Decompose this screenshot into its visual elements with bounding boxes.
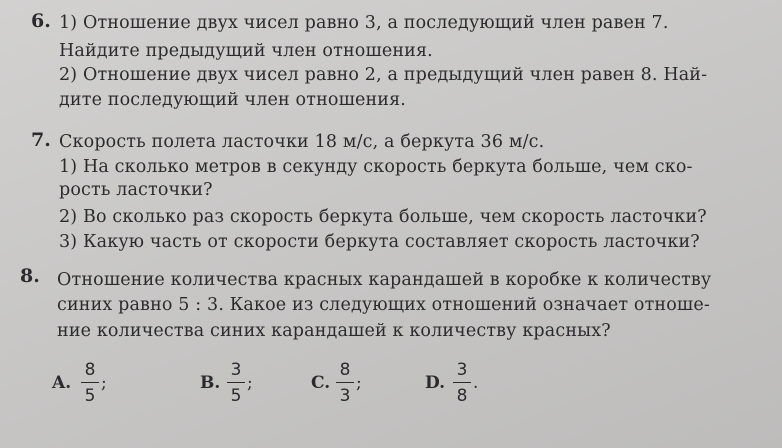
problem-text-line: Найдите предыдущий член отношения. bbox=[59, 41, 433, 61]
fraction-bar bbox=[227, 382, 245, 383]
problem-text-line: 1) Отношение двух чисел равно 3, а последующий член равен 7. bbox=[59, 13, 669, 33]
problem-text-line: 2) Во сколько раз скорость беркута больше, чем скорость ласточки? bbox=[59, 207, 707, 227]
problem-text-line: ние количества синих карандашей к количеству красных? bbox=[57, 321, 611, 341]
problem-text-line: рость ласточки? bbox=[59, 180, 213, 200]
answer-options bbox=[0, 356, 782, 416]
fraction-numerator: 8 bbox=[84, 360, 96, 380]
problem-number: 8. bbox=[20, 265, 40, 287]
fraction-bar bbox=[453, 382, 471, 383]
punctuation: ; bbox=[247, 373, 253, 393]
fraction-denominator: 5 bbox=[230, 386, 242, 407]
problem-number: 7. bbox=[31, 129, 51, 151]
option-label: D. bbox=[425, 373, 446, 393]
fraction-numerator: 8 bbox=[339, 360, 351, 380]
fraction-numerator: 3 bbox=[230, 360, 242, 380]
fraction-denominator: 8 bbox=[456, 386, 468, 407]
problem-text-line: дите последующий член отношения. bbox=[59, 90, 407, 110]
punctuation: ; bbox=[101, 373, 107, 393]
fraction-numerator: 3 bbox=[456, 360, 468, 380]
fraction-bar bbox=[81, 382, 99, 383]
problem-text-line: Отношение количества красных карандашей в коробке к количеству bbox=[57, 270, 712, 290]
fraction-denominator: 3 bbox=[339, 386, 351, 407]
punctuation: ; bbox=[356, 373, 362, 393]
fraction bbox=[453, 360, 471, 406]
fraction bbox=[336, 360, 354, 406]
problem-text-line: синих равно 5 : 3. Какое из следующих отношений означает отноше- bbox=[57, 295, 710, 315]
punctuation: . bbox=[473, 373, 479, 393]
option-label: A. bbox=[52, 373, 72, 393]
problem-text-line: 2) Отношение двух чисел равно 2, а предыдущий член равен 8. Най- bbox=[59, 65, 708, 85]
option-label: C. bbox=[311, 373, 331, 393]
option-label: B. bbox=[200, 373, 221, 393]
fraction bbox=[227, 360, 245, 406]
problem-text-line: 3) Какую часть от скорости беркута составляет скорость ласточки? bbox=[59, 232, 700, 252]
problem-number: 6. bbox=[31, 10, 51, 32]
problem-text-line: Скорость полета ласточки 18 м/с, а беркута 36 м/с. bbox=[59, 132, 545, 152]
fraction bbox=[81, 360, 99, 406]
fraction-bar bbox=[336, 382, 354, 383]
fraction-denominator: 5 bbox=[84, 386, 96, 407]
problem-text-line: 1) На сколько метров в секунду скорость беркута больше, чем ско- bbox=[59, 157, 693, 177]
